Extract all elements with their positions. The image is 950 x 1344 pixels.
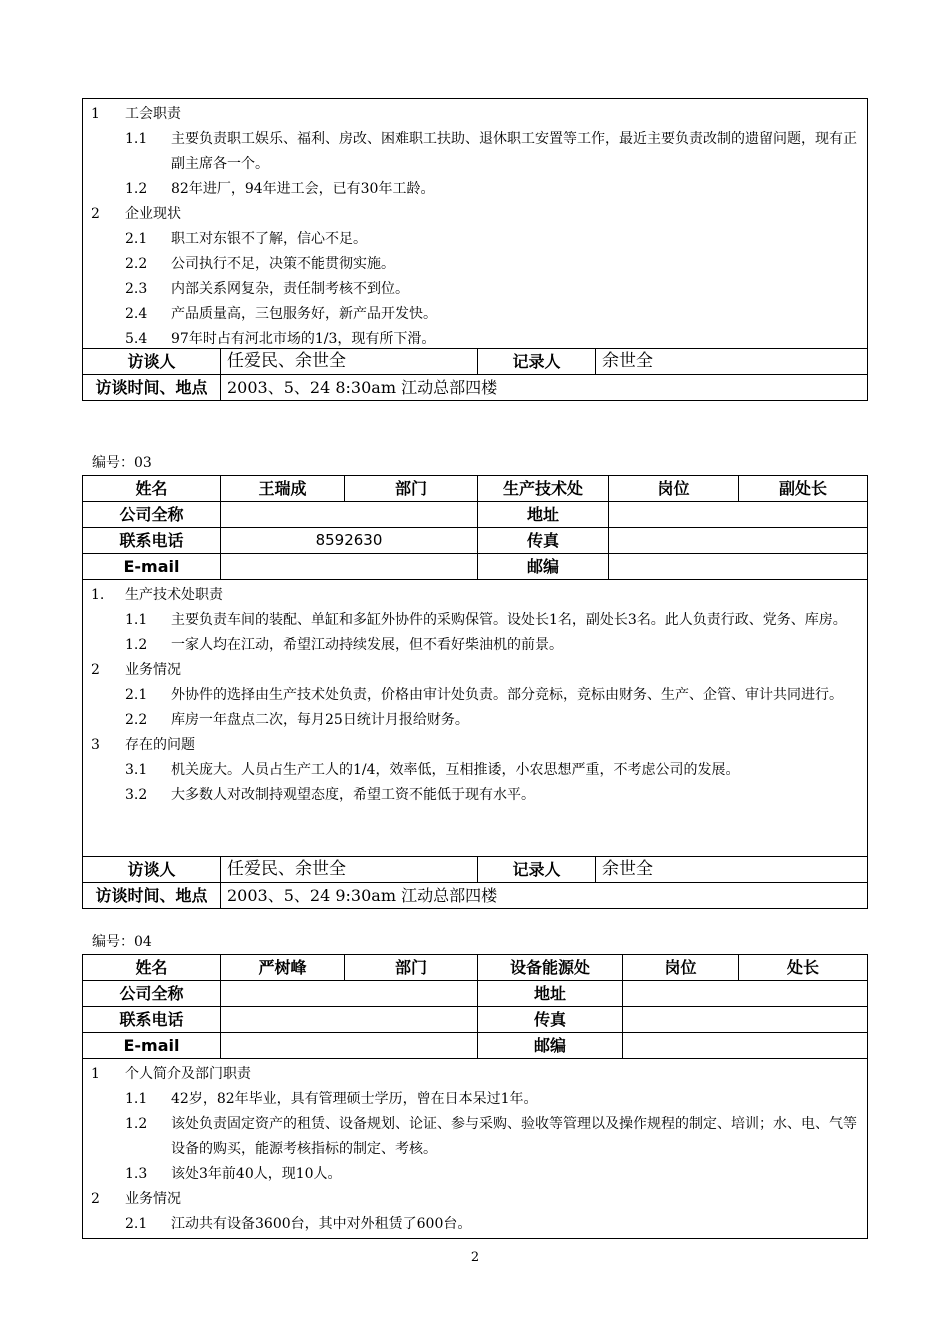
section-heading	[83, 733, 867, 758]
section-item	[83, 708, 867, 733]
item-text: 机关庞大。人员占生产工人的1/4，效率低，互相推诿，小农思想严重，不考虑公司的发展。	[171, 762, 740, 778]
item-number: 1.2	[125, 637, 148, 653]
interviewer-value: 任爱民、余世全	[221, 857, 478, 883]
item-number: 2.2	[125, 256, 148, 272]
serial-number: 编号：03	[92, 455, 152, 471]
phone-label: 联系电话	[83, 528, 221, 554]
name-label: 姓名	[83, 476, 221, 502]
company-value	[221, 502, 478, 528]
company-value	[221, 981, 478, 1007]
item-number: 2	[91, 206, 100, 222]
person-info-table	[82, 475, 868, 580]
zip-label: 邮编	[478, 554, 609, 580]
address-label: 地址	[478, 502, 609, 528]
item-text: 职工对东银不了解，信心不足。	[171, 231, 367, 247]
item-number: 3.1	[125, 762, 148, 778]
item-text: 产品质量高，三包服务好，新产品开发快。	[171, 306, 437, 322]
time-place-label: 访谈时间、地点	[83, 375, 221, 401]
item-number: 2.2	[125, 712, 148, 728]
item-text: 一家人均在江动，希望江动持续发展，但不看好柴油机的前景。	[171, 637, 563, 653]
post-label: 岗位	[623, 955, 739, 981]
item-number: 1.2	[125, 181, 148, 197]
item-number: 1.1	[125, 612, 148, 628]
item-number: 1.1	[125, 131, 148, 147]
interview-content	[82, 1059, 868, 1239]
item-number: 2.1	[125, 1216, 148, 1232]
item-text: 工会职责	[125, 106, 181, 122]
item-text: 42岁，82年毕业，具有管理硕士学历，曾在日本呆过1年。	[171, 1091, 538, 1107]
zip-value	[623, 1033, 868, 1059]
dept-value: 设备能源处	[478, 955, 623, 981]
item-text: 个人简介及部门职责	[125, 1066, 251, 1082]
section-item	[83, 1212, 867, 1237]
item-text: 业务情况	[125, 1191, 181, 1207]
section-item	[83, 177, 867, 202]
page-number: 2	[470, 1250, 480, 1265]
item-number: 2.3	[125, 281, 148, 297]
item-text: 生产技术处职责	[125, 587, 223, 603]
address-label: 地址	[478, 981, 623, 1007]
item-text: 存在的问题	[125, 737, 195, 753]
section-heading	[83, 202, 867, 227]
post-value: 副处长	[739, 476, 868, 502]
section-heading	[83, 1062, 867, 1087]
company-label: 公司全称	[83, 502, 221, 528]
section-item	[83, 277, 867, 302]
email-label: E-mail	[83, 1033, 221, 1059]
time-place-value: 2003、5、24 9:30am 江动总部四楼	[221, 883, 868, 909]
recorder-label: 记录人	[478, 349, 596, 375]
section-item	[83, 683, 867, 708]
name-value: 王瑞成	[221, 476, 345, 502]
item-number: 2.1	[125, 231, 148, 247]
section-item	[83, 327, 867, 352]
section-item	[83, 1162, 867, 1187]
item-text: 97年时占有河北市场的1/3，现有所下滑。	[171, 331, 436, 347]
item-number: 2.4	[125, 306, 148, 322]
item-number: 2.1	[125, 687, 148, 703]
item-number: 1.	[91, 587, 105, 603]
interview-record-02	[82, 98, 868, 401]
interview-content	[82, 580, 868, 856]
item-text: 业务情况	[125, 662, 181, 678]
time-place-value: 2003、5、24 8:30am 江动总部四楼	[221, 375, 868, 401]
fax-value	[609, 528, 868, 554]
phone-label: 联系电话	[83, 1007, 221, 1033]
recorder-value: 余世全	[596, 857, 868, 883]
phone-value	[221, 1007, 478, 1033]
item-number: 2	[91, 1191, 100, 1207]
item-text: 公司执行不足，决策不能贯彻实施。	[171, 256, 395, 272]
dept-label: 部门	[345, 476, 478, 502]
section-item	[83, 633, 867, 658]
email-label: E-mail	[83, 554, 221, 580]
item-text: 该处3年前40人，现10人。	[171, 1166, 342, 1182]
item-number: 1.1	[125, 1091, 148, 1107]
recorder-label: 记录人	[478, 857, 596, 883]
phone-value: 8592630	[221, 528, 478, 554]
section-item	[83, 783, 867, 808]
item-text: 内部关系网复杂，责任制考核不到位。	[171, 281, 409, 297]
item-number: 1.3	[125, 1166, 148, 1182]
address-value	[623, 981, 868, 1007]
interview-content	[82, 98, 868, 348]
time-place-label: 访谈时间、地点	[83, 883, 221, 909]
interview-footer-table	[82, 348, 868, 401]
section-item	[83, 127, 867, 177]
item-text: 江动共有设备3600台，其中对外租赁了600台。	[171, 1216, 472, 1232]
item-number: 3.2	[125, 787, 148, 803]
post-label: 岗位	[609, 476, 739, 502]
item-text: 主要负责车间的装配、单缸和多缸外协件的采购保管。设处长1名，副处长3名。此人负责行政、党务、库房。	[171, 612, 847, 628]
item-number: 1	[91, 1066, 100, 1082]
item-text: 外协件的选择由生产技术处负责，价格由审计处负责。部分竞标，竞标由财务、生产、企管、审计共同进行。	[171, 687, 843, 703]
name-label: 姓名	[83, 955, 221, 981]
interviewer-value: 任爱民、余世全	[221, 349, 478, 375]
interview-footer-table	[82, 856, 868, 909]
fax-label: 传真	[478, 1007, 623, 1033]
section-heading	[83, 1187, 867, 1212]
interviewer-label: 访谈人	[83, 349, 221, 375]
item-number: 2	[91, 662, 100, 678]
section-item	[83, 1087, 867, 1112]
serial-number: 编号：04	[92, 934, 152, 950]
dept-value: 生产技术处	[478, 476, 609, 502]
interview-record-03	[82, 475, 868, 909]
recorder-value: 余世全	[596, 349, 868, 375]
section-item	[83, 302, 867, 327]
item-text: 主要负责职工娱乐、福利、房改、困难职工扶助、退休职工安置等工作，最近主要负责改制的遗留问题，现有正副主席各一个。	[171, 131, 857, 172]
section-item	[83, 227, 867, 252]
section-item	[83, 608, 867, 633]
company-label: 公司全称	[83, 981, 221, 1007]
section-item	[83, 252, 867, 277]
item-number: 1.2	[125, 1116, 148, 1132]
section-heading	[83, 102, 867, 127]
section-heading	[83, 583, 867, 608]
zip-value	[609, 554, 868, 580]
interview-record-04	[82, 954, 868, 1239]
section-heading	[83, 658, 867, 683]
dept-label: 部门	[345, 955, 478, 981]
email-value	[221, 1033, 478, 1059]
item-text: 该处负责固定资产的租赁、设备规划、论证、参与采购、验收等管理以及操作规程的制定、培训；水、电、气等设备的购买，能源考核指标的制定、考核。	[171, 1116, 857, 1157]
section-item	[83, 1112, 867, 1162]
email-value	[221, 554, 478, 580]
interviewer-label: 访谈人	[83, 857, 221, 883]
item-text: 大多数人对改制持观望态度，希望工资不能低于现有水平。	[171, 787, 535, 803]
fax-label: 传真	[478, 528, 609, 554]
address-value	[609, 502, 868, 528]
item-text: 82年进厂，94年进工会，已有30年工龄。	[171, 181, 435, 197]
person-info-table	[82, 954, 868, 1059]
item-number: 5.4	[125, 331, 148, 347]
section-item	[83, 758, 867, 783]
post-value: 处长	[739, 955, 868, 981]
zip-label: 邮编	[478, 1033, 623, 1059]
item-text: 库房一年盘点二次，每月25日统计月报给财务。	[171, 712, 469, 728]
fax-value	[623, 1007, 868, 1033]
item-number: 3	[91, 737, 100, 753]
name-value: 严树峰	[221, 955, 345, 981]
item-number: 1	[91, 106, 100, 122]
item-text: 企业现状	[125, 206, 181, 222]
